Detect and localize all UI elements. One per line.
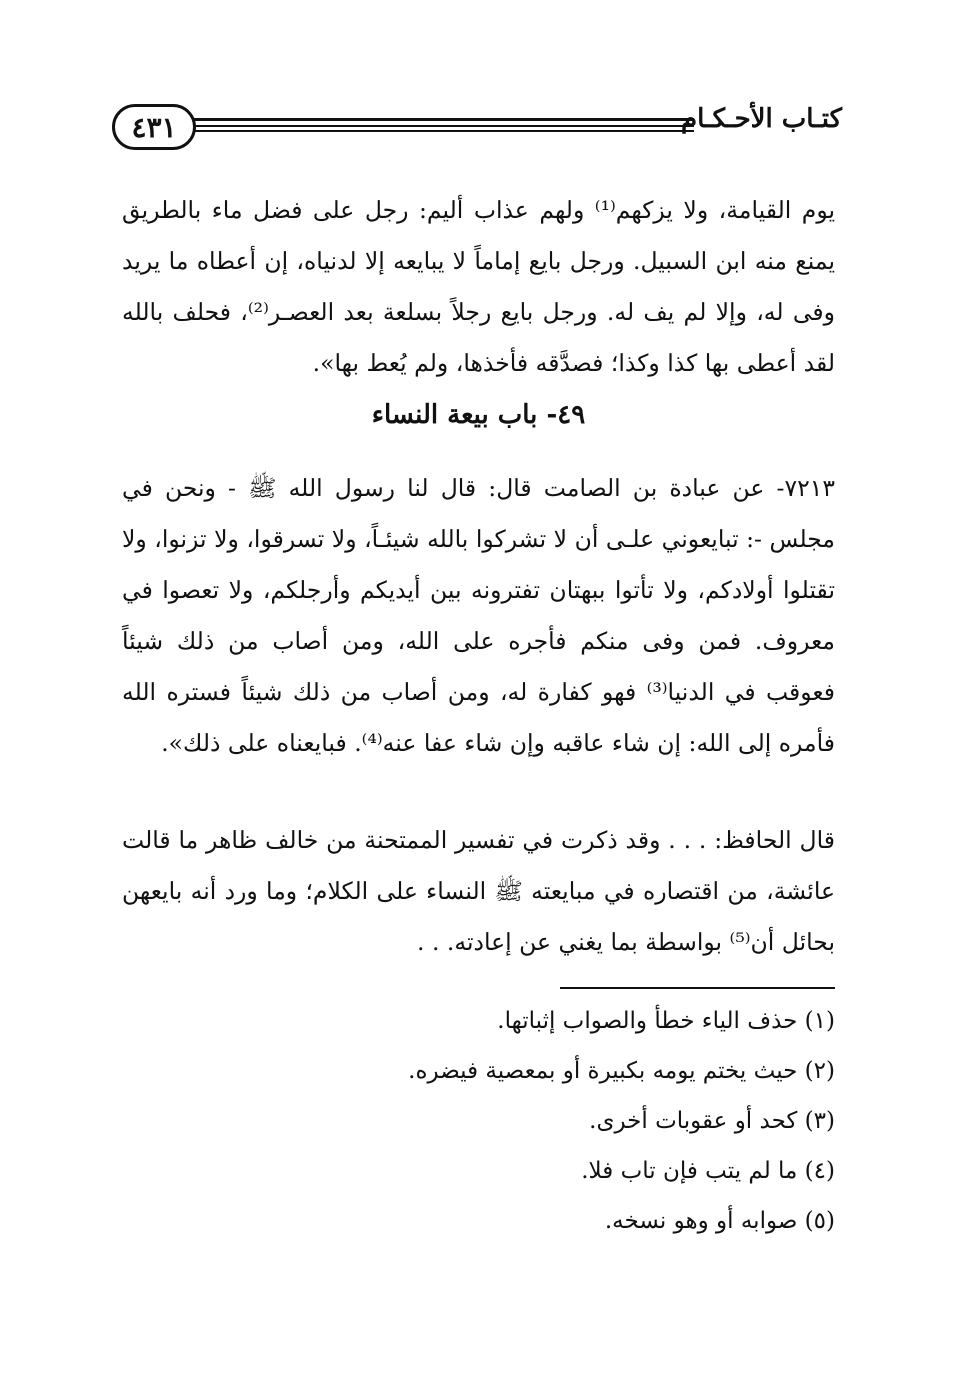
footnotes-list xyxy=(122,996,835,1246)
page-number-badge xyxy=(112,104,196,150)
commentary-paragraph: قال الحافظ: . . . وقد ذكرت في تفسير الممتحنة من خالف ظاهر ما قالت عائشة، من اقتصاره في مبايعته ﷺ النساء على الكلام؛ وما ورد أنه بايعهن بحائل أن⁽⁵⁾ بواسطة بما يغني عن إعادته. . . xyxy=(122,826,835,956)
body-paragraph-1: يوم القيامة، ولا يزكهم⁽¹⁾ ولهم عذاب أليم: رجل على فضل ماء بالطريق يمنع منه ابن السبيل. ورجل بايع إماماً لا يبايعه إلا لدنياه، إن أعطاه ما يريد وفى له، وإلا لم يف له. ورجل بايع رجلاً بسلعة بعد العصـر⁽²⁾، فحلف بالله لقد أعطى بها كذا وكذا؛ فصدَّقه فأخذها، ولم يُعط بها». xyxy=(122,196,836,377)
footnote-item: (٢) حيث يختم يومه بكبيرة أو بمعصية فيضره. xyxy=(408,1058,835,1084)
footnote-item: (٥) صوابه أو وهو نسخه. xyxy=(604,1208,835,1234)
hadith-paragraph: ٧٢١٣- عن عبادة بن الصامت قال: قال لنا رسول الله ﷺ - ونحن في مجلس -: تبايعوني علـى أن لا تشركوا بالله شيئـاً، ولا تسرقوا، ولا تزنوا، ولا تقتلوا أولادكم، ولا تأتوا ببهتان تفترونه بين أيديكم وأرجلكم، ولا تعصوا في معروف. فمن وفى منكم فأجره على الله، ومن أصاب من ذلك شيئاً فعوقب في الدنيا⁽³⁾ فهو كفارة له، ومن أصاب من ذلك شيئاً فستره الله فأمره إلى الله: إن شاء عاقبه وإن شاء عفا عنه⁽⁴⁾. فبايعناه على ذلك». xyxy=(122,474,835,757)
header-rule xyxy=(194,118,694,132)
footnote-item: (٤) ما لم يتب فإن تاب فلا. xyxy=(581,1158,835,1184)
footnote-item: (١) حذف الياء خطأ والصواب إثباتها. xyxy=(497,1008,835,1034)
page-number: ٤٣١ xyxy=(131,110,177,144)
footnote-separator xyxy=(560,987,835,989)
page-header xyxy=(112,100,842,160)
footnote-item: (٣) كحد أو عقوبات أخرى. xyxy=(589,1108,835,1134)
book-title: كتـاب الأحـكـام xyxy=(680,104,842,134)
section-heading: ٤٩- باب بيعة النساء xyxy=(371,400,586,430)
